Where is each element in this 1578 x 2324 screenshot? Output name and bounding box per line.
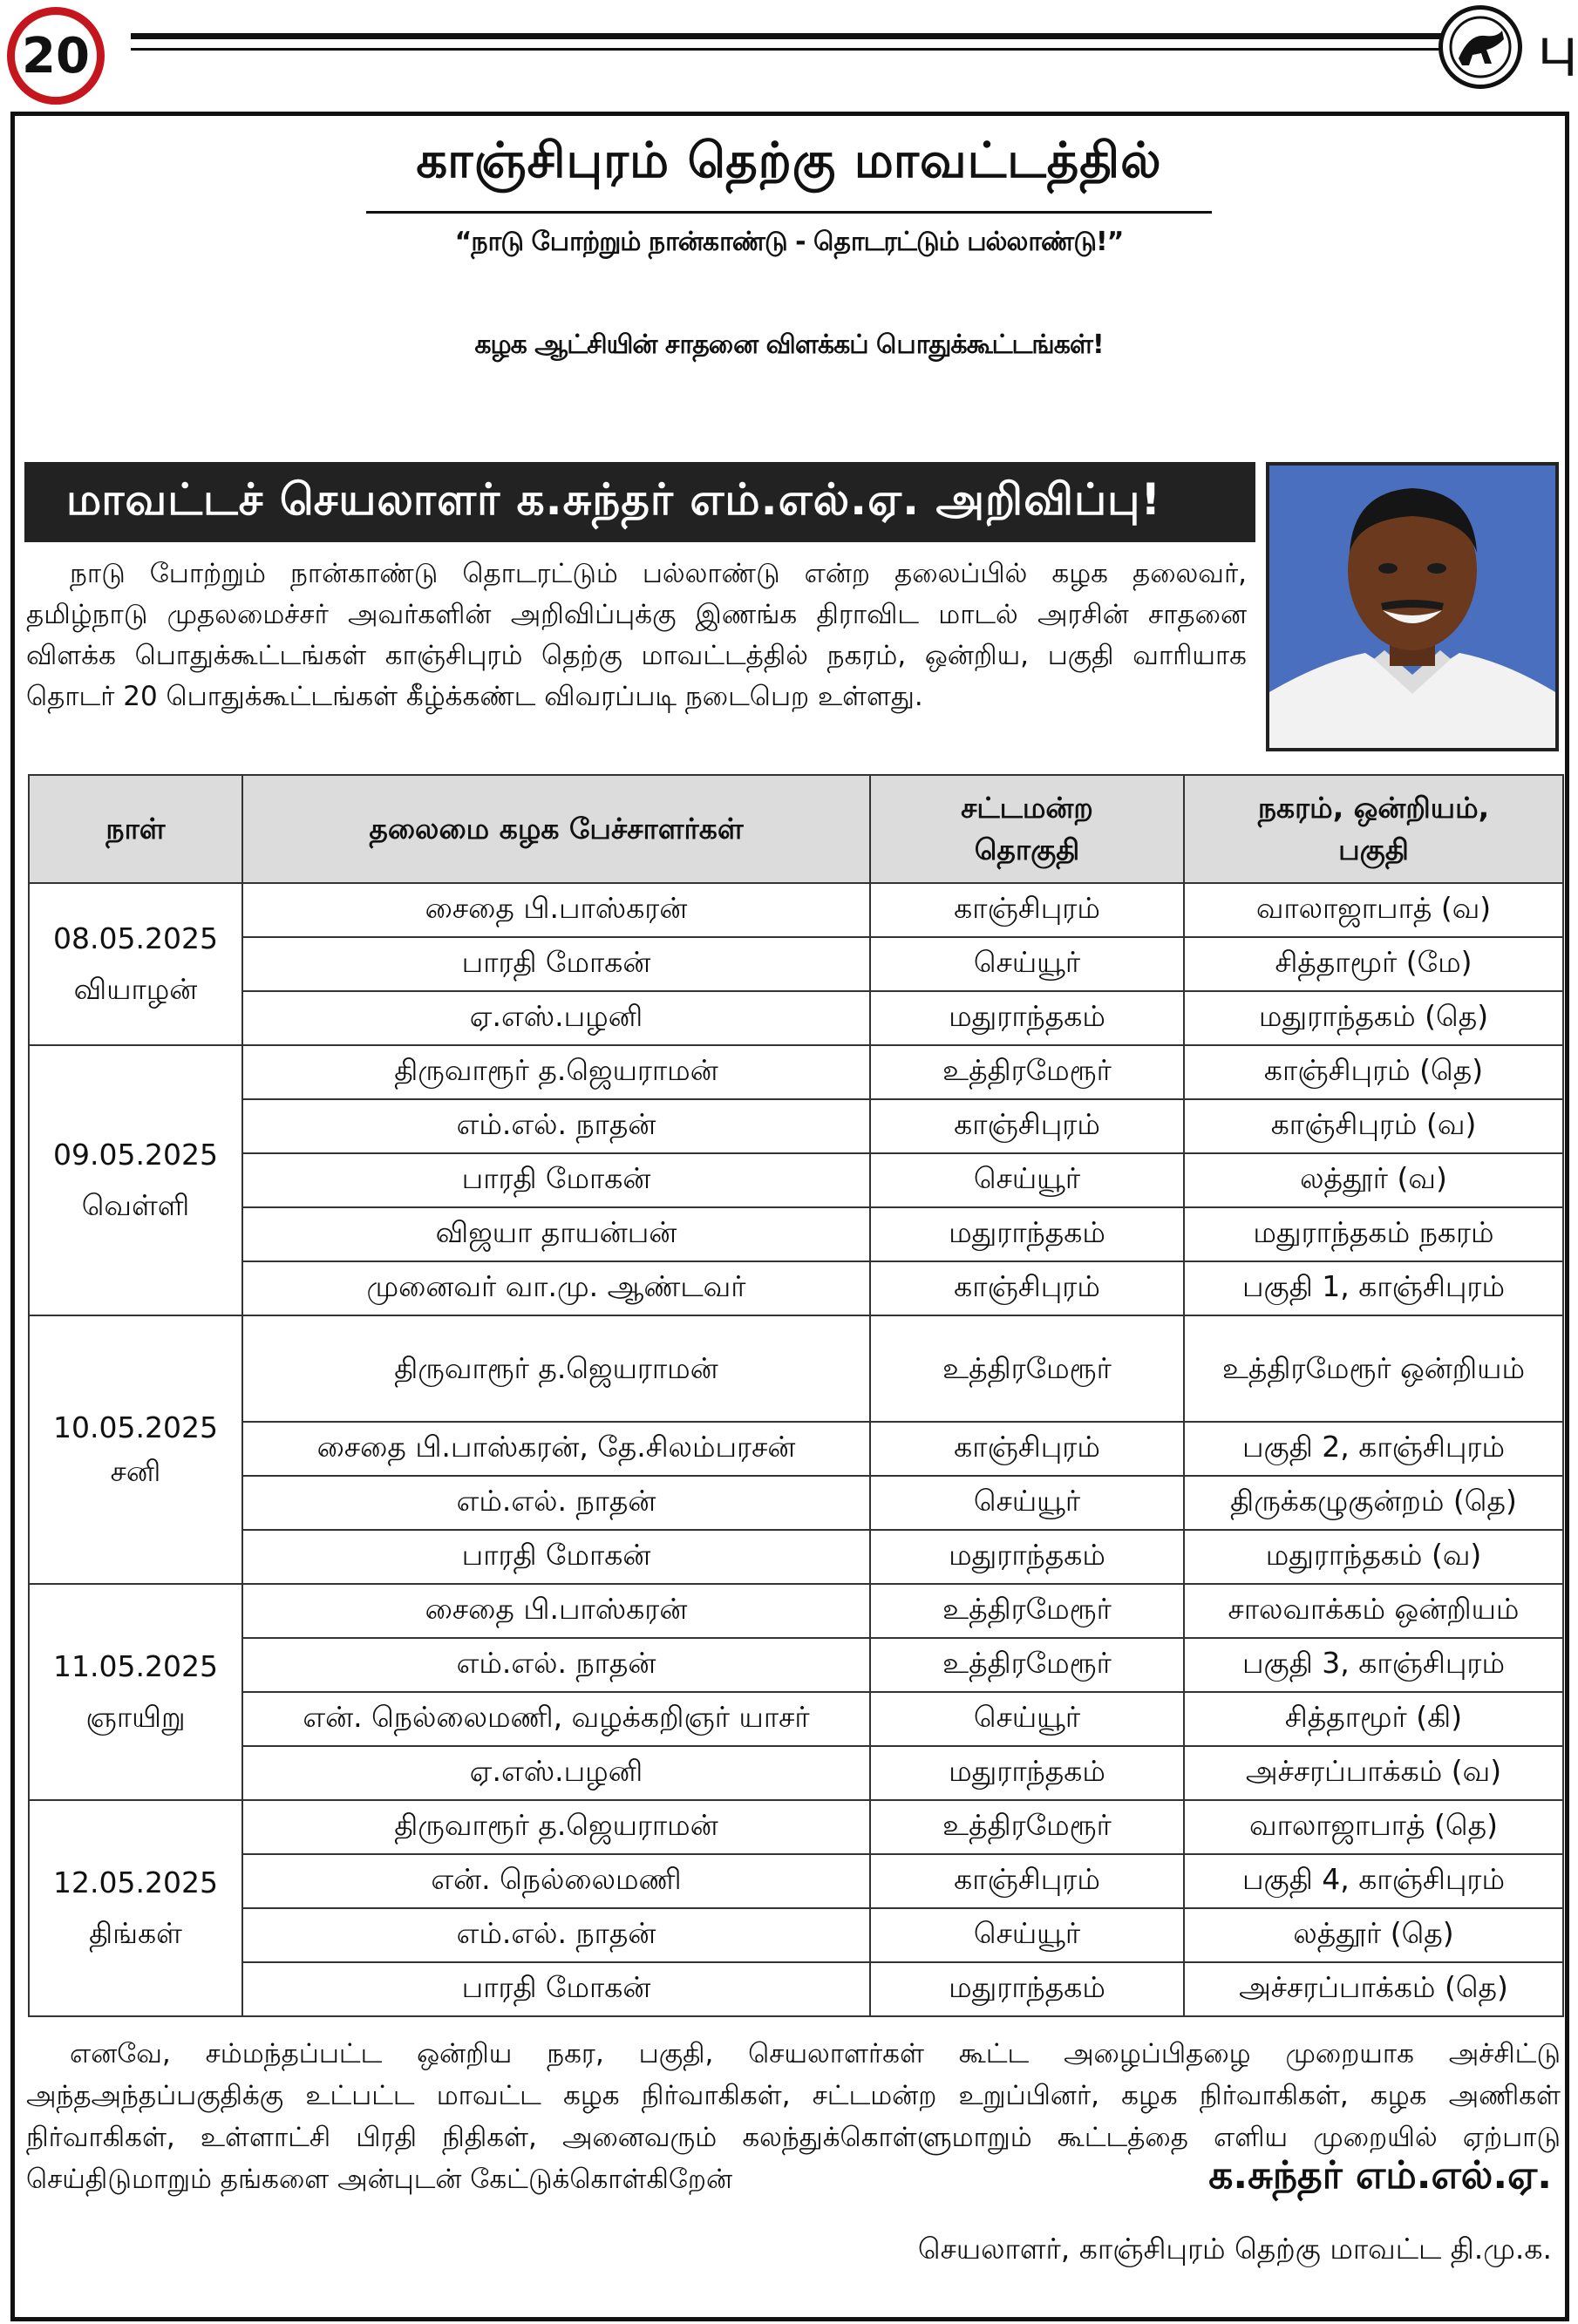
rising-sun-logo-icon	[1439, 5, 1522, 89]
constituency-cell: உத்திரமேரூர்	[870, 1045, 1184, 1099]
area-cell: காஞ்சிபுரம் (தெ)	[1184, 1045, 1563, 1099]
area-cell: பகுதி 2, காஞ்சிபுரம்	[1184, 1422, 1563, 1476]
area-cell: பகுதி 4, காஞ்சிபுரம்	[1184, 1854, 1563, 1908]
area-cell: சாலவாக்கம் ஒன்றியம்	[1184, 1584, 1563, 1638]
constituency-cell: செய்யூர்	[870, 1908, 1184, 1962]
table-row	[29, 1962, 1563, 2016]
table-row	[29, 1692, 1563, 1746]
table-row	[29, 1476, 1563, 1530]
constituency-cell: செய்யூர்	[870, 1692, 1184, 1746]
table-row	[29, 1908, 1563, 1962]
speaker-cell: எம்.எல். நாதன்	[242, 1908, 870, 1962]
weekday-value: திங்கள்	[89, 1916, 182, 1950]
speaker-cell: என். நெல்லைமணி	[242, 1854, 870, 1908]
table-row	[29, 1261, 1563, 1315]
constituency-cell: செய்யூர்	[870, 1153, 1184, 1207]
speaker-cell: என். நெல்லைமணி, வழக்கறிஞர் யாசர்	[242, 1692, 870, 1746]
area-cell: உத்திரமேரூர் ஒன்றியம்	[1184, 1315, 1563, 1422]
secretary-photo	[1266, 462, 1559, 751]
weekday-value: வியாழன்	[73, 972, 198, 1006]
weekday-value: வெள்ளி	[81, 1188, 190, 1222]
header-date: நாள்	[29, 775, 242, 883]
schedule-table	[28, 774, 1564, 2017]
area-cell: மதுராந்தகம் (தெ)	[1184, 991, 1563, 1045]
speaker-cell: சைதை பி.பாஸ்கரன்	[242, 883, 870, 937]
area-cell: லத்தூர் (வ)	[1184, 1153, 1563, 1207]
constituency-cell: செய்யூர்	[870, 1476, 1184, 1530]
table-row	[29, 1422, 1563, 1476]
table-row	[29, 1153, 1563, 1207]
constituency-cell: காஞ்சிபுரம்	[870, 883, 1184, 937]
area-cell: வாலாஜாபாத் (தெ)	[1184, 1800, 1563, 1854]
date-value: 10.05.2025	[53, 1410, 218, 1444]
table-row	[29, 1530, 1563, 1584]
constituency-cell: மதுராந்தகம்	[870, 991, 1184, 1045]
constituency-cell: உத்திரமேரூர்	[870, 1315, 1184, 1422]
speaker-cell: பாரதி மோகன்	[242, 1530, 870, 1584]
schedule-body	[29, 883, 1563, 2016]
date-value: 12.05.2025	[53, 1865, 218, 1899]
intro-paragraph: நாடு போற்றும் நான்காண்டு தொடரட்டும் பல்லாண்டு என்ற தலைப்பில் கழக தலைவர், தமிழ்நாடு முதலமைச்சர் அவர்களின் அறிவிப்புக்கு இணங்க திராவிட மாடல் அரசின் சாதனை விளக்க பொதுக்கூட்டங்கள் காஞ்சிபுரம் தெற்கு மாவட்டத்தில் நகரம், ஒன்றிய, பகுதி வாரியாக தொடர் 20 பொதுக்கூட்டங்கள் கீழ்க்கண்ட விவரப்படி நடைபெற உள்ளது.	[26, 558, 1247, 712]
speaker-cell: விஜயா தாயன்பன்	[242, 1207, 870, 1261]
date-cell	[29, 1315, 242, 1584]
constituency-cell: மதுராந்தகம்	[870, 1530, 1184, 1584]
speaker-cell: பாரதி மோகன்	[242, 937, 870, 991]
constituency-cell: மதுராந்தகம்	[870, 1746, 1184, 1800]
area-cell: பகுதி 1, காஞ்சிபுரம்	[1184, 1261, 1563, 1315]
table-row	[29, 937, 1563, 991]
header-speakers: தலைமை கழக பேச்சாளர்கள்	[242, 775, 870, 883]
constituency-cell: காஞ்சிபுரம்	[870, 1854, 1184, 1908]
date-value: 11.05.2025	[53, 1649, 218, 1683]
page-number-badge	[7, 7, 105, 105]
table-row	[29, 1800, 1563, 1854]
date-cell	[29, 1584, 242, 1800]
area-cell: மதுராந்தகம் நகரம்	[1184, 1207, 1563, 1261]
area-cell: வாலாஜாபாத் (வ)	[1184, 883, 1563, 937]
district-underline	[366, 211, 1212, 214]
table-row	[29, 1746, 1563, 1800]
constituency-cell: மதுராந்தகம்	[870, 1207, 1184, 1261]
speaker-cell: திருவாரூர் த.ஜெயராமன்	[242, 1315, 870, 1422]
speaker-cell: முனைவர் வா.மு. ஆண்டவர்	[242, 1261, 870, 1315]
table-row	[29, 1099, 1563, 1153]
area-cell: காஞ்சிபுரம் (வ)	[1184, 1099, 1563, 1153]
area-cell: சித்தாமூர் (கி)	[1184, 1692, 1563, 1746]
speaker-cell: எம்.எல். நாதன்	[242, 1638, 870, 1692]
portrait-image	[1269, 465, 1555, 748]
table-row	[29, 1045, 1563, 1099]
speaker-cell: ஏ.எஸ்.பழனி	[242, 991, 870, 1045]
constituency-cell: காஞ்சிபுரம்	[870, 1261, 1184, 1315]
edge-glyph: பு	[1539, 16, 1577, 75]
district-line: காஞ்சிபுரம் தெற்கு மாவட்டத்தில்	[416, 133, 1162, 189]
constituency-cell: உத்திரமேரூர்	[870, 1584, 1184, 1638]
area-cell: பகுதி 3, காஞ்சிபுரம்	[1184, 1638, 1563, 1692]
date-cell	[29, 1045, 242, 1315]
table-row	[29, 1638, 1563, 1692]
page-number: 20	[22, 27, 90, 85]
header-constituency: சட்டமன்ற தொகுதி	[870, 775, 1184, 883]
speaker-cell: சைதை பி.பாஸ்கரன், தே.சிலம்பரசன்	[242, 1422, 870, 1476]
speaker-cell: எம்.எல். நாதன்	[242, 1099, 870, 1153]
date-cell	[29, 1800, 242, 2016]
announcement-bar	[24, 462, 1255, 542]
area-cell: லத்தூர் (தெ)	[1184, 1908, 1563, 1962]
table-row	[29, 1207, 1563, 1261]
announcement-text: மாவட்டச் செயலாளர் க.சுந்தர் எம்.எல்.ஏ. அறிவிப்பு!	[66, 473, 1162, 525]
speaker-cell: பாரதி மோகன்	[242, 1962, 870, 2016]
outro-paragraph: எனவே, சம்மந்தப்பட்ட ஒன்றிய நகர, பகுதி, செயலாளர்கள் கூட்ட அழைப்பிதழை முறையாக அச்சிட்டு அந்தஅந்தப்பகுதிக்கு உட்பட்ட மாவட்ட கழக நிர்வாகிகள், சட்டமன்ற உறுப்பினர், கழக நிர்வாகிகள், கழக அணிகள் நிர்வாகிகள், உள்ளாட்சி பிரதி நிதிகள், அனைவரும் கலந்துக்கொள்ளுமாறும் கூட்டத்தை எளிய முறையில் ஏற்பாடு செய்திடுமாறும் தங்களை அன்புடன் கேட்டுக்கொள்கிறேன்	[26, 2038, 1561, 2195]
headline-2: கழக ஆட்சியின் சாதனை விளக்கப் பொதுக்கூட்டங்கள்!	[474, 330, 1104, 360]
signature-name: க.சுந்தர் எம்.எல்.ஏ.	[1208, 2153, 1552, 2198]
header-rule-thin	[131, 48, 1447, 51]
constituency-cell: உத்திரமேரூர்	[870, 1800, 1184, 1854]
area-cell: திருக்கழுகுன்றம் (தெ)	[1184, 1476, 1563, 1530]
table-header-row	[29, 775, 1563, 883]
speaker-cell: திருவாரூர் த.ஜெயராமன்	[242, 1045, 870, 1099]
speaker-cell: எம்.எல். நாதன்	[242, 1476, 870, 1530]
date-value: 08.05.2025	[53, 921, 218, 955]
area-cell: சித்தாமூர் (மே)	[1184, 937, 1563, 991]
table-row	[29, 1315, 1563, 1422]
constituency-cell: காஞ்சிபுரம்	[870, 1099, 1184, 1153]
header-rule	[131, 33, 1447, 39]
constituency-cell: உத்திரமேரூர்	[870, 1638, 1184, 1692]
table-row	[29, 883, 1563, 937]
table-row	[29, 1854, 1563, 1908]
speaker-cell: ஏ.எஸ்.பழனி	[242, 1746, 870, 1800]
page-header	[0, 0, 1578, 109]
date-cell	[29, 883, 242, 1045]
constituency-cell: செய்யூர்	[870, 937, 1184, 991]
header-area: நகரம், ஒன்றியம், பகுதி	[1184, 775, 1563, 883]
date-value: 09.05.2025	[53, 1138, 218, 1172]
area-cell: மதுராந்தகம் (வ)	[1184, 1530, 1563, 1584]
table-row	[29, 1584, 1563, 1638]
area-cell: அச்சரப்பாக்கம் (தெ)	[1184, 1962, 1563, 2016]
constituency-cell: காஞ்சிபுரம்	[870, 1422, 1184, 1476]
table-row	[29, 991, 1563, 1045]
constituency-cell: மதுராந்தகம்	[870, 1962, 1184, 2016]
speaker-cell: திருவாரூர் த.ஜெயராமன்	[242, 1800, 870, 1854]
speaker-cell: சைதை பி.பாஸ்கரன்	[242, 1584, 870, 1638]
signature-role: செயலாளர், காஞ்சிபுரம் தெற்கு மாவட்ட தி.மு.க.	[917, 2232, 1552, 2266]
weekday-value: சனி	[110, 1454, 161, 1488]
speaker-cell: பாரதி மோகன்	[242, 1153, 870, 1207]
area-cell: அச்சரப்பாக்கம் (வ)	[1184, 1746, 1563, 1800]
headline-1: “நாடு போற்றும் நான்காண்டு - தொடரட்டும் பல்லாண்டு!”	[454, 227, 1124, 257]
weekday-value: ஞாயிறு	[85, 1700, 186, 1734]
